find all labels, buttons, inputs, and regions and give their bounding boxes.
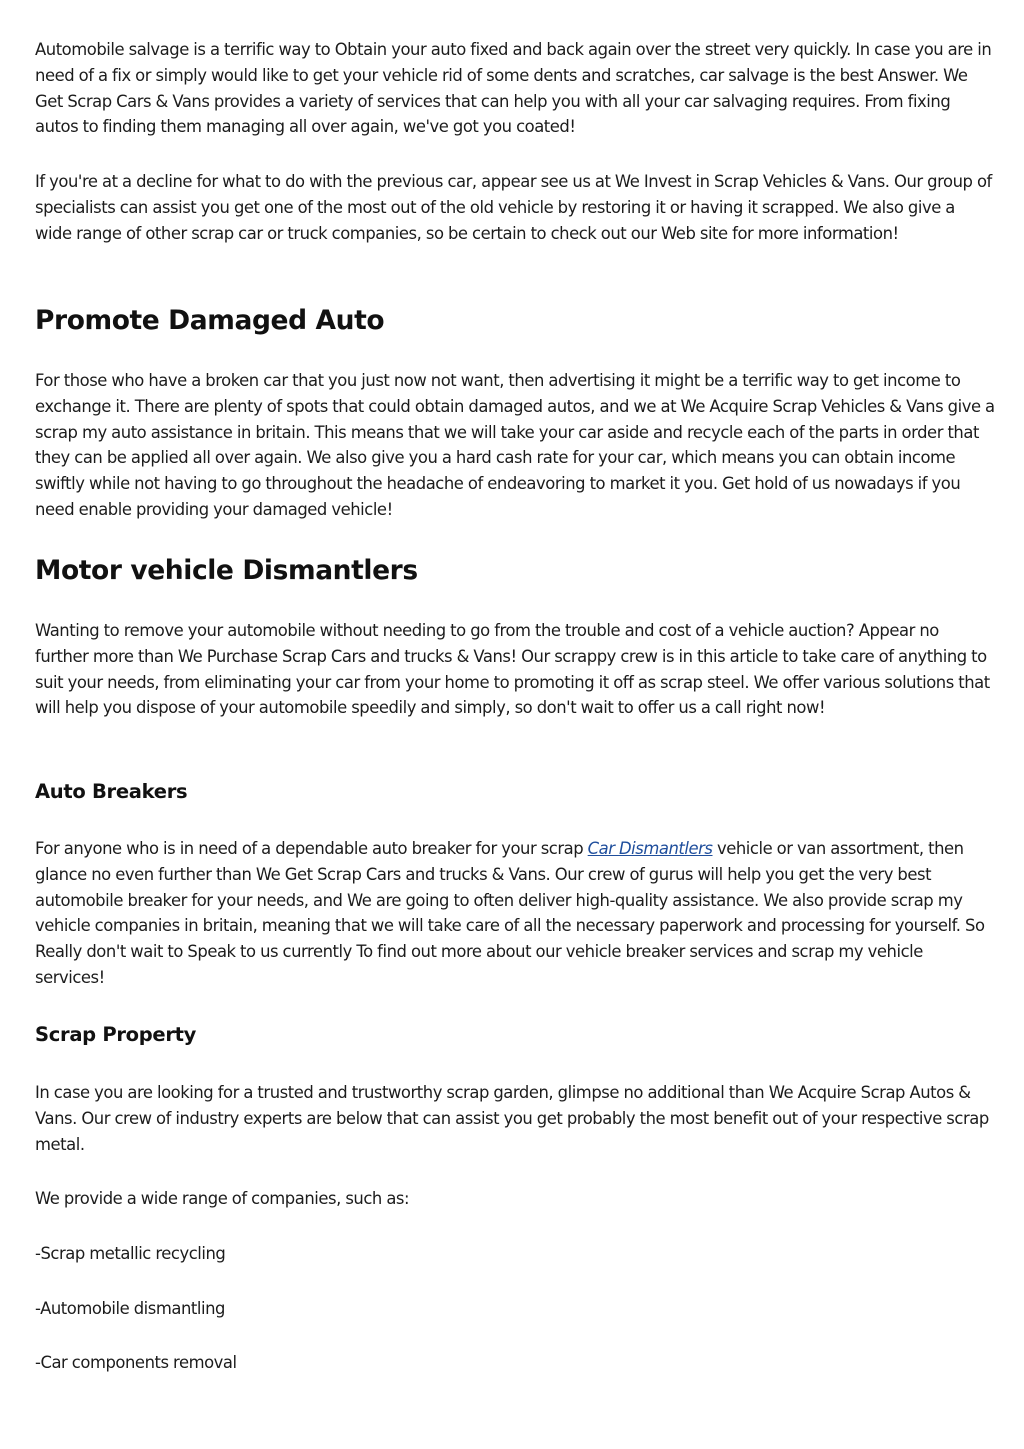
car-dismantlers-link[interactable]: Car Dismantlers <box>587 839 713 858</box>
services-list-intro: We provide a wide range of companies, such as: <box>35 1189 410 1208</box>
intro-paragraph-2: If you're at a decline for what to do with the previous car, appear see us at We Invest in Scrap Vehicles & Vans. Our group of specialists can assist you get one of the most out of the old vehicle by restoring it or having it scrapped. We also give a wide range of other scrap car or truck companies, so be certain to check out our Web site for more information! <box>35 172 992 243</box>
auto-breakers-text-before: For anyone who is in need of a dependable auto breaker for your scrap <box>35 839 588 858</box>
list-item: -Scrap metallic recycling <box>35 1244 226 1263</box>
heading-promote-damaged-auto: Promote Damaged Auto <box>35 305 385 336</box>
scrap-property-paragraph: In case you are looking for a trusted and trustworthy scrap garden, glimpse no additional than We Acquire Scrap Autos & Vans. Our crew of industry experts are below that can assist you get probably the most benefit out of your respective scrap metal. <box>35 1083 989 1154</box>
list-item: -Car components removal <box>35 1353 237 1372</box>
intro-paragraph-1: Automobile salvage is a terrific way to Obtain your auto fixed and back again over the street very quickly. In case you are in need of a fix or simply would like to get your vehicle rid of some dents and scratches, car salvage is the best Answer. We Get Scrap Cars & Vans provides a variety of services that can help you with all your car salvaging requires. From fixing autos to finding them managing all over again, we've got you coated! <box>35 40 992 137</box>
dismantlers-paragraph: Wanting to remove your automobile without needing to go from the trouble and cost of a vehicle auction? Appear no further more than We Purchase Scrap Cars and trucks & Vans! Our scrappy crew is in this article to take care of anything to suit your needs, from eliminating your car from your home to promoting it off as scrap steel. We offer various solutions that will help you dispose of your automobile speedily and simply, so don't wait to offer us a call right now! <box>35 621 990 718</box>
list-item: -Automobile dismantling <box>35 1299 225 1318</box>
auto-breakers-text-after: vehicle or van assortment, then glance no even further than We Get Scrap Cars and trucks & Vans. Our crew of gurus will help you get the very best automobile breaker for your needs, and We are going to often deliver high-quality assistance. We also provide scrap my vehicle companies in britain, meaning that we will take care of all the necessary paperwork and processing for yourself. So Really don't wait to Speak to us currently To find out more about our vehicle breaker services and scrap my vehicle services! <box>35 839 985 987</box>
heading-motor-vehicle-dismantlers: Motor vehicle Dismantlers <box>35 555 418 586</box>
auto-breakers-paragraph <box>35 836 995 991</box>
damaged-auto-paragraph: For those who have a broken car that you just now not want, then advertising it might be a terrific way to get income to exchange it. There are plenty of spots that could obtain damaged autos, and we at We Acquire Scrap Vehicles & Vans give a scrap my auto assistance in britain. This means that we will take your car aside and recycle each of the parts in order that they can be applied all over again. We also give you a hard cash rate for your car, which means you can obtain income swiftly while not having to go throughout the headache of endeavoring to market it you. Get hold of us nowadays if you need enable providing your damaged vehicle! <box>35 371 995 519</box>
heading-scrap-property: Scrap Property <box>35 1023 197 1046</box>
heading-auto-breakers: Auto Breakers <box>35 780 188 803</box>
